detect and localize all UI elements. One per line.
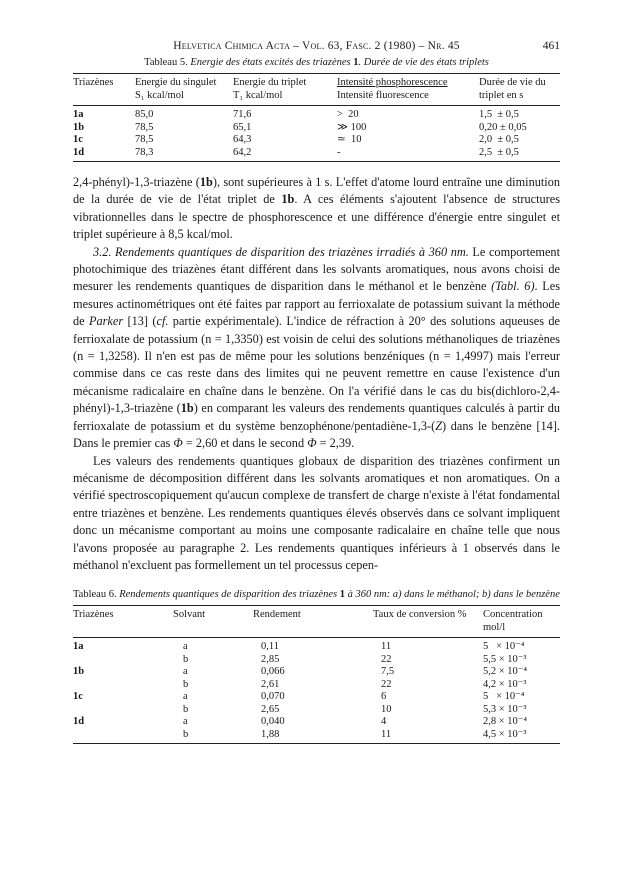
table5-caption-text-2: . Durée de vie des états triplets [358, 57, 489, 68]
cell-compound [73, 679, 173, 692]
table-row [73, 134, 560, 147]
table5-header-singlet: Energie du singulet S₁ kcal/mol [135, 77, 217, 101]
section-heading: 3.2. Rendements quantiques de disparition des triazènes irradiés à 360 nm. [93, 244, 469, 259]
cell-intensity: > 20 [337, 109, 359, 120]
table5-label: Tableau 5. [144, 57, 188, 68]
cell-concentration: 5 × 10⁻⁴ [483, 691, 525, 703]
table-row [73, 122, 560, 135]
paragraph-2: 3.2. Rendements quantiques de disparition des triazènes irradiés à 360 nm. Le comportement photochimique des triazènes étant différent dans les solvants aromatiques, nous avons choisi de mesurer les rendements quantiques de disparition dans le méthanol et le benzène (Tabl. 6). Les mesures actinométriques ont été faites par rapport au ferrioxalate de potassium suivant la méthode de Parker [13] (cf. partie expérimentale). L'indice de réfraction à 20° des solutions aqueuses de ferrioxalate de potassium (n = 1,3350) est voisin de celui des solutions méthanoliques de triazènes (n = 1,3258). Il n'en est pas de même pour les solutions benzéniques (n = 1,4997) mais l'erreur commise dans ce cas reste dans des limites qui ne peuvent remettre en cause l'existence d'un mécanisme radicalaire en chaîne dans le benzène. On l'a vérifié dans le cas du bis(dichloro-2,4-phényl)-1,3-triazène (1b) en comparant les valeurs des rendements quantiques calculés à partir du ferrioxalate de potassium et du système benzophénone/pentadiène-1,3-(Z) dans le benzène [14]. Dans le premier cas Φ = 2,60 et dans le second Φ = 2,39. [73, 244, 561, 451]
paragraph-1: 2,4-phényl)-1,3-triazène (1b), sont supérieures à 1 s. L'effet d'atome lourd entraîne une diminution de la durée de vie de l'état triplet de 1b. A ces éléments s'ajoutent l'absence de structures vibrationnelles dans le spectre de phosphorescence et une différence d'énergie entre singulet et triplet supérieure à 8,5 kcal/mol. [73, 175, 560, 242]
cell-compound: 1b [73, 121, 85, 133]
table-row [73, 704, 560, 717]
table6 [73, 605, 560, 744]
cell-concentration: 5 × 10⁻⁴ [483, 641, 525, 653]
table5-caption [73, 56, 560, 69]
cell-compound [73, 729, 173, 744]
table6-header-triazenes: Triazènes [73, 609, 114, 621]
table6-caption [73, 588, 560, 601]
table6-label: Tableau 6. [73, 589, 117, 601]
cell-conversion: 6 [381, 691, 387, 703]
cell-conversion: 11 [381, 728, 392, 740]
cell-solvent: a [183, 716, 188, 728]
cell-concentration: 5,3 × 10⁻³ [483, 703, 527, 715]
cell-concentration: 4,5 × 10⁻³ [483, 728, 527, 740]
cell-singlet: 78,5 [135, 134, 154, 145]
running-title: Helvetica Chimica Acta – Vol. 63, Fasc. 2 (1980) – Nr. 45 [173, 40, 460, 52]
cell-lifetime: 2,0 ± 0,5 [479, 134, 519, 145]
table6-caption-text-2: à 360 nm: a) dans le méthanol; b) dans le benzène [347, 589, 560, 601]
cell-concentration: 5,2 × 10⁻⁴ [483, 666, 527, 678]
cell-lifetime: 0,20 ± 0,05 [479, 121, 527, 133]
table5-header-intensity-ratio: Intensité phosphorescence Intensité fluorescence [337, 77, 448, 101]
cell-triplet: 71,6 [233, 109, 252, 120]
cell-concentration: 4,2 × 10⁻³ [483, 678, 527, 690]
cell-yield: 2,85 [261, 653, 280, 665]
table-row [73, 691, 560, 704]
table6-header-solvent: Solvant [173, 609, 206, 621]
table5 [73, 73, 560, 162]
table5-caption-text: Energie des états excités des triazènes [190, 57, 351, 68]
cell-compound [73, 654, 173, 667]
cell-conversion: 11 [381, 641, 392, 653]
running-header [73, 40, 560, 56]
journal-page [73, 40, 560, 744]
table6-caption-compound: 1 [339, 589, 345, 601]
cell-solvent: b [183, 653, 189, 665]
cell-triplet: 65,1 [233, 121, 252, 133]
cell-conversion: 22 [381, 678, 392, 690]
table-row [73, 666, 560, 679]
table5-header-lifetime: Durée de vie du triplet en s [479, 77, 546, 101]
table-row [73, 654, 560, 667]
cell-singlet: 78,5 [135, 121, 154, 133]
table6-header-yield: Rendement [253, 609, 301, 621]
cell-intensity: ≃ 10 [337, 134, 362, 145]
cell-compound [73, 704, 173, 717]
table5-header-triazenes: Triazènes [73, 77, 114, 88]
table-row [73, 729, 560, 744]
paragraph-3: Les valeurs des rendements quantiques globaux de disparition des triazènes confirment un mécanisme de décomposition différent dans les solvants aromatiques et non aromatiques. On a vérifié spectroscopiquement qu'aucun complexe de transfert de charge n'existe à l'état fondamental entre triazènes et benzène. Les rendements quantiques élevés observés dans ce solvant impliquent donc un mécanisme comportant au moins une composante radicalaire en chaîne telle que nous l'avons proposée au paragraphe 2. Les rendements quantiques inférieurs à 1 observés dans le méthanol n'excluent pas formellement un tel processus cepen- [73, 453, 560, 572]
cell-concentration: 5,5 × 10⁻³ [483, 653, 527, 665]
cell-compound: 1b [73, 666, 85, 678]
cell-yield: 0,040 [261, 716, 285, 728]
cell-solvent: b [183, 703, 189, 715]
cell-solvent: a [183, 666, 188, 678]
table6-header-conversion: Taux de conversion % [373, 609, 467, 621]
cell-conversion: 4 [381, 716, 387, 728]
cell-solvent: a [183, 691, 188, 703]
page-number: 461 [542, 40, 560, 52]
cell-compound: 1d [73, 146, 85, 158]
cell-yield: 2,61 [261, 678, 280, 690]
cell-lifetime: 1,5 ± 0,5 [479, 109, 519, 120]
cell-intensity: ≫ 100 [337, 121, 367, 133]
cell-conversion: 7,5 [381, 666, 395, 678]
cell-triplet: 64,3 [233, 134, 252, 145]
cell-compound: 1a [73, 641, 84, 653]
cell-yield: 0,11 [261, 641, 279, 653]
cell-triplet: 64,2 [233, 146, 252, 158]
cell-conversion: 10 [381, 703, 392, 715]
cell-yield: 1,88 [261, 728, 280, 740]
cell-lifetime: 2,5 ± 0,5 [479, 146, 519, 158]
table5-caption-compound: 1 [353, 57, 359, 68]
cell-yield: 2,65 [261, 703, 280, 715]
table-row [73, 147, 560, 162]
cell-yield: 0,066 [261, 666, 285, 678]
cell-solvent: a [183, 641, 188, 653]
cell-compound: 1d [73, 716, 85, 728]
cell-solvent: b [183, 678, 189, 690]
body-text [73, 174, 560, 574]
cell-singlet: 78,3 [135, 146, 154, 158]
cell-yield: 0,070 [261, 691, 285, 703]
cell-solvent: b [183, 728, 189, 740]
table5-header-row [73, 74, 560, 106]
cell-singlet: 85,0 [135, 109, 154, 120]
table6-header-row [73, 606, 560, 638]
cell-conversion: 22 [381, 653, 392, 665]
table6-caption-text: Rendements quantiques de disparition des triazènes [119, 589, 338, 601]
table5-header-triplet: Energie du triplet T₁ kcal/mol [233, 77, 307, 101]
cell-compound: 1a [73, 109, 84, 120]
table-row [73, 716, 560, 729]
cell-compound: 1c [73, 134, 83, 145]
table-row [73, 638, 560, 654]
cell-compound: 1c [73, 691, 83, 703]
table-row [73, 679, 560, 692]
table6-header-concentration: Concentration mol/l [483, 609, 543, 633]
cell-intensity: - [337, 146, 341, 158]
table-row [73, 106, 560, 122]
cell-concentration: 2,8 × 10⁻⁴ [483, 716, 527, 728]
